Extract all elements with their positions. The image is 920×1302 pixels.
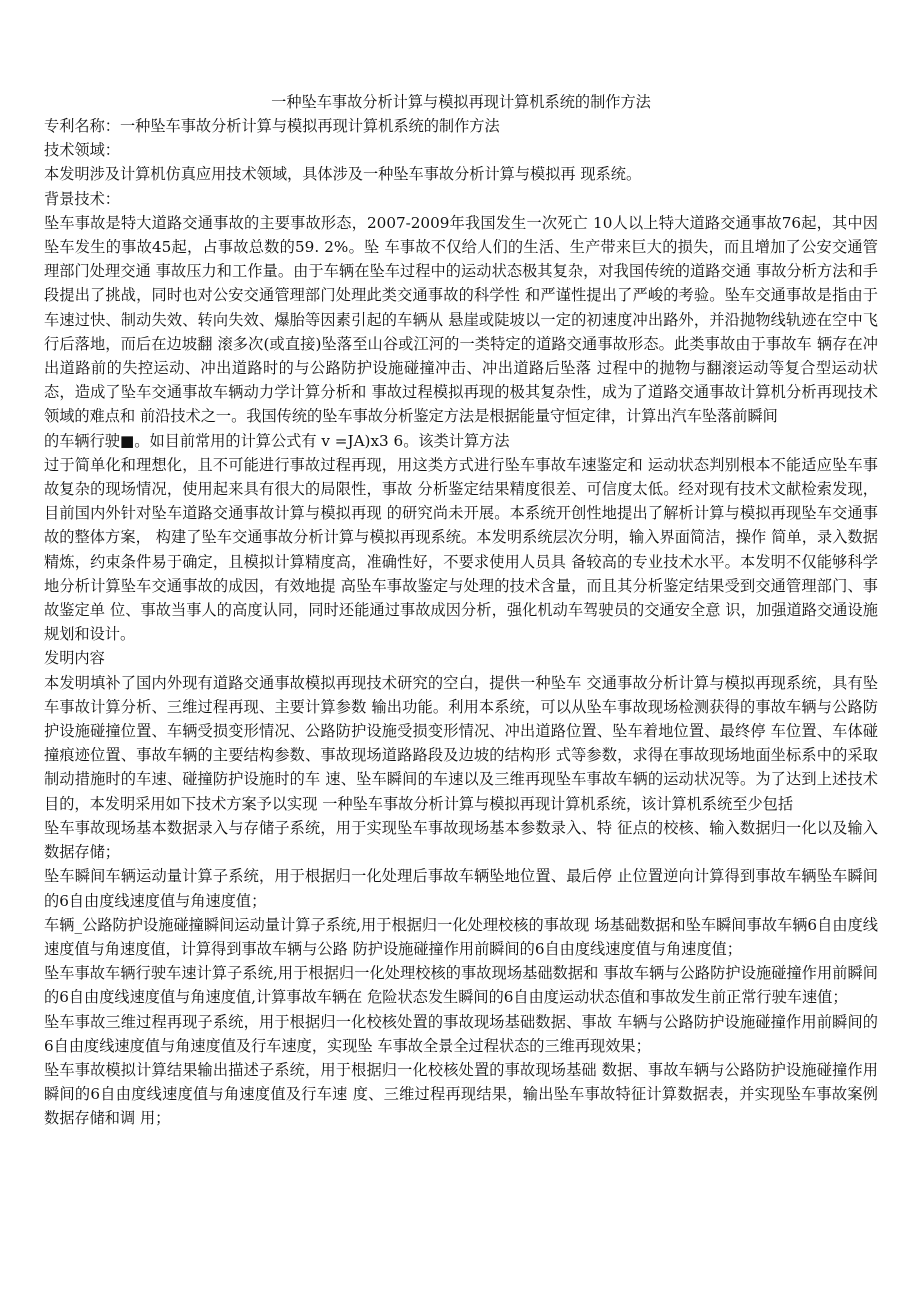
subsystem-data-entry: 坠车事故现场基本数据录入与存储子系统，用于实现坠车事故现场基本参数录入、特 征点的校核、输入数据归一化以及输入数据存储； bbox=[44, 818, 878, 862]
subsystem-fall-motion: 坠车瞬间车辆运动量计算子系统，用于根据归一化处理后事故车辆坠地位置、最后停 止位置逆向计算得到事故车辆坠车瞬间的6自由度线速度值与角速度值； bbox=[44, 867, 878, 910]
subsystem-output: 坠车事故模拟计算结果输出描述子系统，用于根据归一化校核处置的事故现场基础 数据、事故车辆与公路防护设施碰撞作用瞬间的6自由度线速度值与角速度值及行车速 度、三维过程再现结果，输出坠车事故特征计算数据表，并实现坠车事故案例数据存储和调 用； bbox=[44, 1060, 878, 1128]
document-title: 一种坠车事故分析计算与模拟再现计算机系统的制作方法 bbox=[271, 93, 651, 111]
subsystem-speed-calc: 坠车事故车辆行驶车速计算子系统,用于根据归一化处理校核的事故现场基础数据和 事故车辆与公路防护设施碰撞作用前瞬间的6自由度线速度值与角速度值,计算事故车辆在 危险状态发生瞬间的6自由度运动状态值和事故发生前正常行驶车速值； bbox=[44, 964, 878, 1007]
background-paragraph-1: 坠车事故是特大道路交通事故的主要事故形态，2007-2009年我国发生一次死亡 10人以上特大道路交通事故76起，其中因坠车发生的事故45起，占事故总数的59. 2%。坠 车事故不仅给人们的生活、生产带来巨大的损失，而且增加了公安交通管理部门处理交通 事故压力和工作量。由于车辆在坠车过程中的运动状态极其复杂，对我国传统的道路交通 事故分析方法和手段提出了挑战，同时也对公安交通管理部门处理此类交通事故的科学性 和严谨性提出了严峻的考验。坠车交通事故是指由于车速过快、制动失效、转向失效、爆胎等因素引起的车辆从 悬崖或陡坡以一定的初速度冲出路外，并沿抛物线轨迹在空中飞行后落地，而后在边坡翻 滚多次(或直接)坠落至山谷或江河的一类特定的道路交通事故形态。此类事故由于事故车 辆存在冲出道路前的失控运动、冲出道路时的与公路防护设施碰撞冲击、冲出道路后坠落 过程中的抛物与翻滚运动等复合型运动状态，造成了坠车交通事故车辆动力学计算分析和 事故过程模拟再现的极其复杂性，成为了道路交通事故计算机分析再现技术领域的难点和 前沿技术之一。我国传统的坠车事故分析鉴定方法是根据能量守恒定律，计算出汽车坠落前瞬间 bbox=[44, 213, 878, 426]
subsystem-3d-reconstruction: 坠车事故三维过程再现子系统，用于根据归一化校核处置的事故现场基础数据、事故 车辆与公路防护设施碰撞作用前瞬间的6自由度线速度值与角速度值及行车速度，实现坠 车事故全景全过程状态的三维再现效果； bbox=[44, 1012, 878, 1055]
background-paragraph-3: 过于简单化和理想化，且不可能进行事故过程再现，用这类方式进行坠车事故车速鉴定和 运动状态判别根本不能适应坠车事故复杂的现场情况，使用起来具有很大的局限性，事故 分析鉴定结果精度很差、可信度太低。经对现有技术文献检索发现，目前国内外针对坠车道路交通事故计算与模拟再现 的研究尚未开展。本系统开创性地提出了解析计算与模拟再现坠车交通事故的整体方案， 构建了坠车交通事故分析计算与模拟再现系统。本发明系统层次分明，输入界面简洁，操作 简单，录入数据精炼，约束条件易于确定，且模拟计算精度高，准确性好，不要求使用人员具 备较高的专业技术水平。本发明不仅能够科学地分析计算坠车交通事故的成因，有效地提 高坠车事故鉴定与处理的技术含量，而且其分析鉴定结果受到交通管理部门、事故鉴定单 位、事故当事人的高度认同，同时还能通过事故成因分析，强化机动车驾驶员的交通安全意 识，加强道路交通设施规划和设计。 bbox=[44, 455, 878, 644]
background-paragraph-2: 的车辆行驶■。如目前常用的计算公式有 v =JA)x3 6。该类计算方法 bbox=[44, 431, 510, 450]
subsystem-collision-motion: 车辆_公路防护设施碰撞瞬间运动量计算子系统,用于根据归一化处理校核的事故现 场基础数据和坠车瞬间事故车辆6自由度线速度值与角速度值，计算得到事故车辆与公路 防护设施碰撞作用前瞬间的6自由度线速度值与角速度值； bbox=[44, 915, 878, 958]
background-heading: 背景技术： bbox=[44, 189, 120, 208]
tech-field-heading: 技术领域： bbox=[44, 141, 120, 160]
content-paragraph-1: 本发明填补了国内外现有道路交通事故模拟再现技术研究的空白，提供一种坠车 交通事故分析计算与模拟再现系统，具有坠车事故计算分析、三维过程再现、主要计算参数 输出功能。利用本系统，可以从坠车事故现场检测获得的事故车辆与公路防护设施碰撞位置、车辆受损变形情况、公路防护设施受损变形情况、冲出道路位置、坠车着地位置、最终停 车位置、车体碰撞痕迹位置、事故车辆的主要结构参数、事故现场道路路段及边坡的结构形 式等参数，求得在事故现场地面坐标系中的采取制动措施时的车速、碰撞防护设施时的车 速、坠车瞬间的车速以及三维再现坠车事故车辆的运动状况等。为了达到上述技术目的，本发明采用如下技术方案予以实现 一种坠车事故分析计算与模拟再现计算机系统，该计算机系统至少包括 bbox=[44, 673, 878, 813]
patent-name: 专利名称：一种坠车事故分析计算与模拟再现计算机系统的制作方法 bbox=[44, 117, 500, 135]
content-heading: 发明内容 bbox=[44, 649, 105, 668]
tech-field-text: 本发明涉及计算机仿真应用技术领域，具体涉及一种坠车事故分析计算与模拟再 现系统。 bbox=[44, 165, 642, 184]
